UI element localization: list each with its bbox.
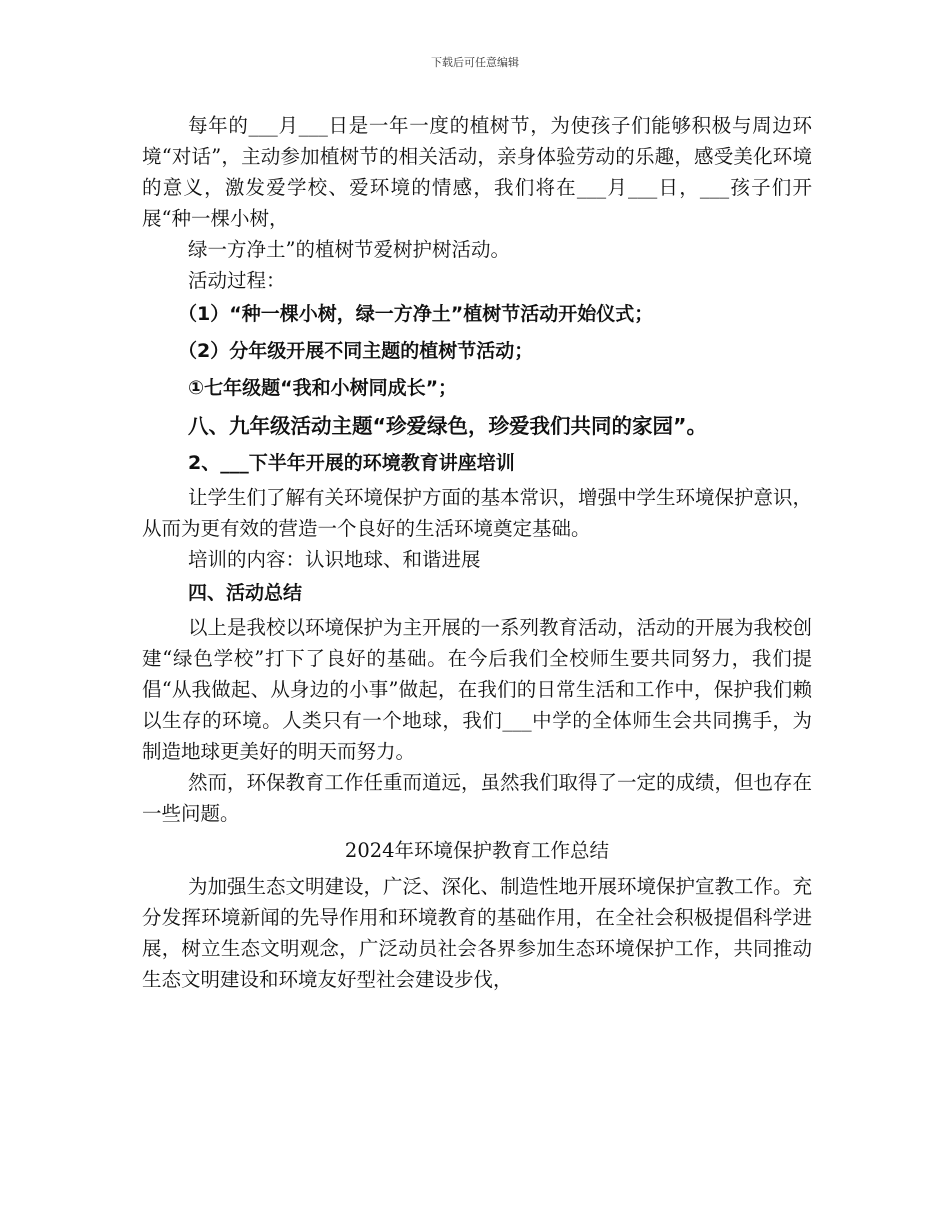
- paragraph-intro-cont: 绿一方净土”的植树节爱树护树活动。: [188, 238, 510, 261]
- paragraph-summary: 以上是我校以环境保护为主开展的一系列教育活动，活动的开展为我校创建“绿色学校”打下了良好的基础。在今后我们全校师生要共同努力，我们提倡“从我做起、从身边的小事”做起，在我们的日常生活和工作中，保护我们赖以生存的环境。人类只有一个地球，我们___中学的全体师生会共同携手，为制造地球更美好的明天而努力。: [142, 616, 813, 763]
- list-item-3: ①七年级题“我和小树同成长”；: [188, 377, 458, 399]
- paragraph-process-label: 活动过程：: [188, 269, 286, 292]
- section-heading-summary: 四、活动总结: [188, 582, 303, 604]
- list-item-4: 八、九年级活动主题“珍爱绿色，珍爱我们共同的家园”。: [188, 414, 707, 438]
- paragraph-intro: 每年的___月___日是一年一度的植树节，为使孩子们能够积极与周边环境“对话”，主动参加植树节的相关活动，亲身体验劳动的乐趣，感受美化环境的意义，激发爱学校、爱环境的情感，我们将在___月___日，___孩子们开展“种一棵小树，: [142, 114, 812, 230]
- list-item-1: （1）“种一棵小树，绿一方净土”植树节活动开始仪式；: [178, 303, 654, 325]
- page-title: 2024年环境保护教育工作总结: [344, 839, 610, 862]
- paragraph-training-content: 培训的内容：认识地球、和谐进展: [188, 548, 481, 571]
- list-item-2: （2）分年级开展不同主题的植树节活动；: [178, 340, 534, 362]
- section-heading-training: 2、___下半年开展的环境教育讲座培训: [188, 452, 515, 474]
- paragraph-2024: 为加强生态文明建设，广泛、深化、制造性地开展环境保护宣教工作。充分发挥环境新闻的先导作用和环境教育的基础作用，在全社会积极提倡科学进展，树立生态文明观念，广泛动员社会各界参加生态环境保护工作，共同推动生态文明建设和环境友好型社会建设步伐，: [142, 875, 813, 991]
- document-body: [142, 110, 812, 995]
- page-header: 下载后可任意编辑: [431, 56, 519, 69]
- paragraph-training: 让学生们了解有关环境保护方面的基本常识，增强中学生环境保护意识，从而为更有效的营造一个良好的生活环境奠定基础。: [142, 486, 813, 540]
- paragraph-however: 然而，环保教育工作任重而道远，虽然我们取得了一定的成绩，但也存在一些问题。: [142, 771, 813, 825]
